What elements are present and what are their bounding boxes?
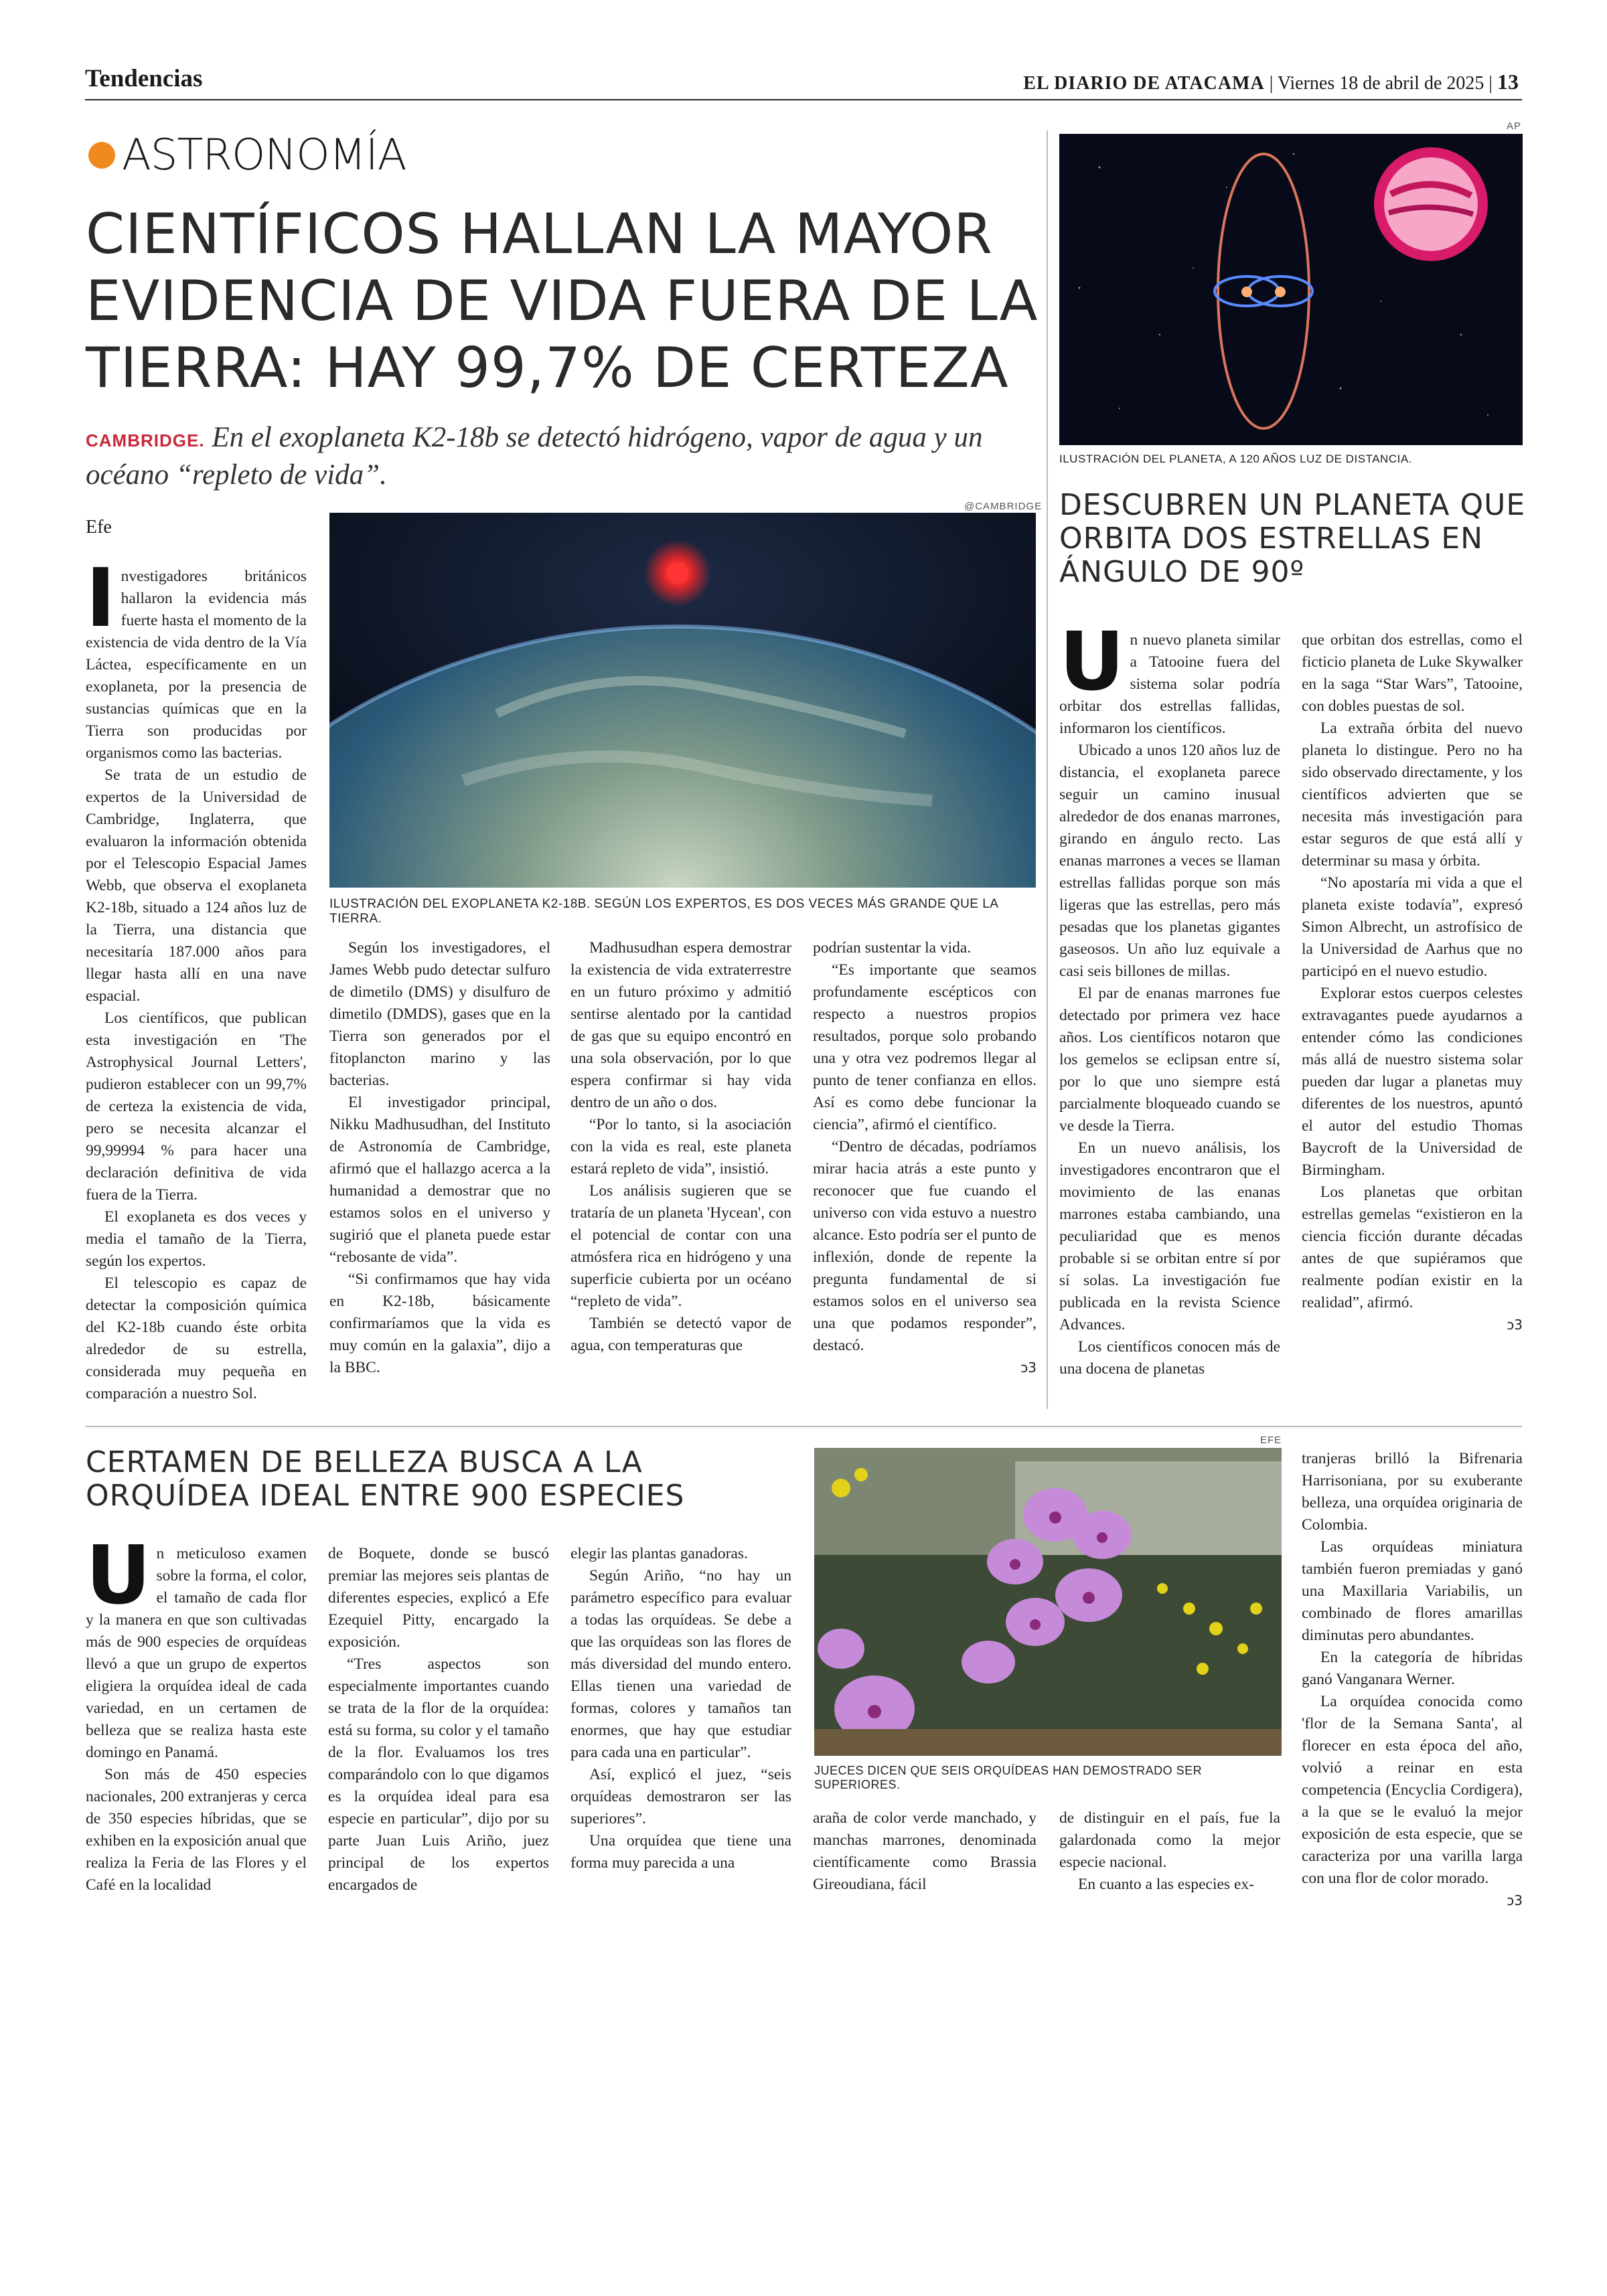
- bottom-article-col-4: [813, 1807, 1037, 1896]
- column-divider: [1047, 131, 1048, 1409]
- paragraph: En cuanto a las especies ex-: [1078, 1876, 1254, 1893]
- kicker-dot-icon: [88, 142, 115, 169]
- paragraph: Los científicos, que publican esta investigación en 'The Astrophysical Journal Letters', pudieron establecer con un 99,7% de certeza la existencia de vida, pero se necesita alcanzar el 99,99994 % para hacer una declaración definitiva de vida fuera de la Tierra.: [86, 1009, 307, 1204]
- end-mark-icon: ↄ3: [1507, 1892, 1523, 1908]
- paragraph: “Si confirmamos que hay vida en K2-18b, básicamente confirmaríamos que la vida es muy común en la galaxia”, dijo a la BBC.: [329, 1270, 550, 1376]
- binary-orbit-illustration: [1059, 134, 1523, 445]
- kicker-text: ASTRONOMÍA: [122, 131, 406, 180]
- byline: Efe: [86, 517, 112, 538]
- paragraph: “Dentro de décadas, podríamos mirar hacia atrás a este punto y reconocer que fue cuando el universo con vida estuvo a nuestro alcance. Esto podría ser el punto de inflexión, donde de repente la pregunta fundamental de si estamos solos en el universo sea una que podamos responder”, destacó.: [813, 1138, 1037, 1354]
- bottom-article-col-2: [328, 1543, 549, 1896]
- section-kicker: [88, 131, 406, 180]
- paragraph: Según Ariño, “no hay un parámetro específico para evaluar a todas las orquídeas. Se debe a que las orquídeas son las flores de más diversidad del mundo entero. Ellas tienen una variedad de formas, colores y tamaños tan enormes, que hay que estudiar para cada una en particular”.: [570, 1567, 791, 1761]
- bottom-article-col-3: [570, 1543, 791, 1874]
- issue-date: Viernes 18 de abril de 2025: [1277, 73, 1484, 94]
- main-dek: [86, 420, 1037, 493]
- paragraph: Madhusudhan espera demostrar la existencia de vida extraterrestre en un futuro próximo y admitió sentirse alentado por la cantidad de gas que su equipo encontró en una sola observación, por lo que espera confirmar si hay vida dentro de un año o dos.: [570, 939, 791, 1111]
- paragraph: El investigador principal, Nikku Madhusudhan, del Instituto de Astronomía de Cambridge, afirmó que el hallazgo acerca a la humanidad a demostrar que no estamos solos en el universo y sugirió que el planeta puede estar “rebosante de vida”.: [329, 1094, 550, 1266]
- paragraph: nvestigadores británicos hallaron la evidencia más fuerte hasta el momento de la existencia de vida dentro de la Vía Láctea, específicamente en un exoplaneta, por la presencia de sustancias químicas que en la Tierra son producidas por organismos como las bacterias.: [86, 568, 307, 762]
- paragraph: tranjeras brilló la Bifrenaria Harrisoniana, por su exuberante belleza, una orquídea originaria de Colombia.: [1302, 1450, 1523, 1534]
- dek-lead: CAMBRIDGE.: [86, 430, 205, 450]
- paragraph: podrían sustentar la vida.: [813, 939, 972, 957]
- publication-name: EL DIARIO DE ATACAMA: [1023, 73, 1265, 94]
- paragraph: El telescopio es capaz de detectar la composición química del K2-18b cuando éste orbita alrededor de su estrella, considerada muy pequeña en comparación a nuestro Sol.: [86, 1275, 307, 1402]
- bottom-article-col-6: [1302, 1448, 1523, 1912]
- paragraph: Son más de 450 especies nacionales, 200 extranjeras y cerca de 350 especies híbridas, que se exhiben en la exposición anual que realiza la Feria de las Flores y el Café en la localidad: [86, 1766, 307, 1894]
- main-article-col-4: [813, 937, 1037, 1379]
- end-mark-icon: ↄ3: [1020, 1360, 1037, 1376]
- bottom-headline: CERTAMEN DE BELLEZA BUSCA A LA ORQUÍDEA IDEAL ENTRE 900 ESPECIES: [86, 1445, 685, 1513]
- drop-cap: U: [1059, 616, 1125, 709]
- paragraph: Según los investigadores, el James Webb pudo detectar sulfuro de dimetilo (DMS) y disulfuro de dimetilo (DMDS), gases que en la Tierra son generados por el fitoplancton marino y las bacterias.: [329, 939, 550, 1089]
- orchid-photo-credit: EFE: [1260, 1434, 1282, 1446]
- main-headline: CIENTÍFICOS HALLAN LA MAYOR EVIDENCIA DE VIDA FUERA DE LA TIERRA: HAY 99,7% DE CERTEZA: [86, 201, 1039, 400]
- paragraph: “Tres aspectos son especialmente importantes cuando se trata de la flor de la orquídea: está su forma, su color y el tamaño de la flor. Evaluamos los tres comparándolo con lo que digamos es la orquídea ideal para esa especie en particular”, dijo por su parte Juan Luis Ariño, juez principal de los expertos encargados de: [328, 1655, 549, 1894]
- paragraph: de Boquete, donde se buscó premiar las mejores seis plantas de diferentes especies, explicó a Efe Ezequiel Pitty, encargado la exposición.: [328, 1545, 549, 1651]
- paragraph: de distinguir en el país, fue la galardonada como la mejor especie nacional.: [1059, 1809, 1280, 1871]
- section-label: Tendencias: [85, 65, 203, 92]
- paragraph: El exoplaneta es dos veces y media el tamaño de la Tierra, según los expertos.: [86, 1208, 307, 1270]
- paragraph: La extraña órbita del nuevo planeta lo distingue. Pero no ha sido observado directamente, y los científicos advierten que se necesita más investigación para estar seguros de que está allí y determinar su masa y órbita.: [1302, 720, 1523, 870]
- paragraph: n meticuloso examen sobre la forma, el color, el tamaño de cada flor y la manera en que son cultivadas más de 900 especies de orquídeas llevó a que un grupo de expertos eligiera la orquídea ideal de cada variedad, en un certamen de belleza que se realiza hasta este domingo en Panamá.: [86, 1545, 307, 1761]
- paragraph: Explorar estos cuerpos celestes extravagantes puede ayudarnos a entender cómo las condiciones más allá de nuestro sistema solar pueden dar lugar a planetas muy diferentes de los nuestros, apuntó el autor del estudio Thomas Baycroft de la Universidad de Birmingham.: [1302, 985, 1523, 1179]
- paragraph: La orquídea conocida como 'flor de la Semana Santa', al florecer en esta época del año, volvió a reinar en esta competencia (Encyclia Cordigera), a la que se le evaluó la mejor exposición de esta especie, que se caracteriza por una varilla larga con una flor de color morado.: [1302, 1693, 1523, 1887]
- exoplanet-photo: [329, 513, 1036, 888]
- paragraph: En la categoría de híbridas ganó Vanganara Werner.: [1302, 1649, 1523, 1688]
- binary-star-photo: [1059, 134, 1523, 445]
- header-rule: [85, 99, 1522, 100]
- photo-credit: @CAMBRIDGE: [964, 501, 1043, 512]
- page-number: 13: [1497, 70, 1519, 94]
- bottom-article-col-1: [86, 1530, 307, 1896]
- drop-cap: I: [86, 552, 116, 645]
- paragraph: Ubicado a unos 120 años luz de distancia, el exoplaneta parece seguir un camino inusual alrededor de dos enanas marrones, girando en ángulo recto. Las enanas marrones a veces se llaman estrellas fallidas porque son más ligeras que las estrellas, pero más pesadas que los planetas gigantes gaseosos. Un año luz equivale a casi seis billones de millas.: [1059, 742, 1280, 980]
- paragraph: Los científicos conocen más de una docena de planetas: [1059, 1338, 1280, 1378]
- exoplanet-illustration: [329, 513, 1036, 888]
- paragraph: En un nuevo análisis, los investigadores encontraron que el movimiento de las enanas marrones estaba cambiando, una peculiaridad que es menos probable si se orbitan entre sí por sí solas. La investigación fue publicada en la revista Science Advances.: [1059, 1139, 1280, 1333]
- paragraph: Los planetas que orbitan estrellas gemelas “existieron en la ciencia ficción durante décadas antes de que supiéramos que realmente podían existir en la realidad”, afirmó.: [1302, 1183, 1523, 1311]
- side-headline: DESCUBREN UN PLANETA QUE ORBITA DOS ESTRELLAS EN ÁNGULO DE 90º: [1059, 488, 1526, 589]
- orchid-photo: [814, 1448, 1282, 1756]
- paragraph: elegir las plantas ganadoras.: [570, 1545, 748, 1562]
- paragraph: araña de color verde manchado, y manchas marrones, denominada científicamente como Brassia Gireoudiana, fácil: [813, 1809, 1037, 1893]
- paragraph: “Es importante que seamos profundamente escépticos con respecto a nuestros propios resultados, porque solo probando una y otra vez podremos llegar al punto de tener confianza en ellos. Así es como debe funcionar la ciencia”, afirmó el científico.: [813, 961, 1037, 1133]
- orchid-illustration: [814, 1448, 1282, 1756]
- main-article-col-2: [329, 937, 550, 1379]
- side-article-col-2: [1302, 629, 1523, 1336]
- paragraph: Una orquídea que tiene una forma muy parecida a una: [570, 1832, 791, 1872]
- end-mark-icon: ↄ3: [1507, 1317, 1523, 1333]
- paragraph: El par de enanas marrones fue detectado por primera vez hace años. Los científicos notaron que los gemelos se eclipsan entre sí, por lo que uno siempre está parcialmente bloqueado cuando se ve desde la Tierra.: [1059, 985, 1280, 1135]
- page-header-info: EL DIARIO DE ATACAMA | Viernes 18 de abril de 2025 | 13: [1023, 70, 1519, 94]
- paragraph: Así, explicó el juez, “seis orquídeas demostraron ser las superiores”.: [570, 1766, 791, 1827]
- drop-cap: U: [86, 1530, 151, 1623]
- main-article-col-1: [86, 552, 307, 1405]
- paragraph: que orbitan dos estrellas, como el ficticio planeta de Luke Skywalker en la saga “Star Wars”, Tatooine, con dobles puestas de sol.: [1302, 631, 1523, 715]
- paragraph: n nuevo planeta similar a Tatooine fuera del sistema solar podría orbitar dos estrellas fallidas, informaron los científicos.: [1059, 631, 1280, 737]
- side-photo-caption: ILUSTRACIÓN DEL PLANETA, A 120 AÑOS LUZ DE DISTANCIA.: [1059, 453, 1412, 465]
- side-article-col-1: [1059, 616, 1280, 1380]
- paragraph: También se detectó vapor de agua, con temperaturas que: [570, 1315, 791, 1354]
- section-divider: [85, 1426, 1522, 1427]
- main-article-col-3: [570, 937, 791, 1357]
- bottom-article-col-5: [1059, 1807, 1280, 1896]
- paragraph: Las orquídeas miniatura también fueron premiadas y ganó una Maxillaria Variabilis, un combinado de flores amarillas diminutas pero abundantes.: [1302, 1538, 1523, 1644]
- paragraph: Se trata de un estudio de expertos de la Universidad de Cambridge, Inglaterra, que evaluaron la información obtenida por el Telescopio Espacial James Webb, que observa el exoplaneta K2-18b, situado a 124 años luz de la Tierra, una distancia que necesitaría 187.000 años para llegar hasta allí en una nave espacial.: [86, 766, 307, 1005]
- orchid-photo-caption: JUECES DICEN QUE SEIS ORQUÍDEAS HAN DEMOSTRADO SER SUPERIORES.: [814, 1764, 1203, 1791]
- paragraph: Los análisis sugieren que se trataría de un planeta 'Hycean', con el potencial de contar con una atmósfera rica en hidrógeno y una superficie cubierta por un océano “repleto de vida”.: [570, 1182, 791, 1310]
- photo-caption: ILUSTRACIÓN DEL EXOPLANETA K2-18B. SEGÚN LOS EXPERTOS, ES DOS VECES MÁS GRANDE QUE LA TIERRA.: [329, 897, 998, 926]
- paragraph: “Por lo tanto, si la asociación con la vida es real, este planeta estará repleto de vida”, insistió.: [570, 1116, 791, 1177]
- side-photo-credit: AP: [1507, 120, 1522, 132]
- paragraph: “No apostaría mi vida a que el planeta existe todavía”, expresó Simon Albrecht, un astrofísico de la Universidad de Aarhus que no participó en el nuevo estudio.: [1302, 874, 1523, 980]
- dek-text: En el exoplaneta K2-18b se detectó hidrógeno, vapor de agua y un océano “repleto de vida”.: [86, 422, 983, 491]
